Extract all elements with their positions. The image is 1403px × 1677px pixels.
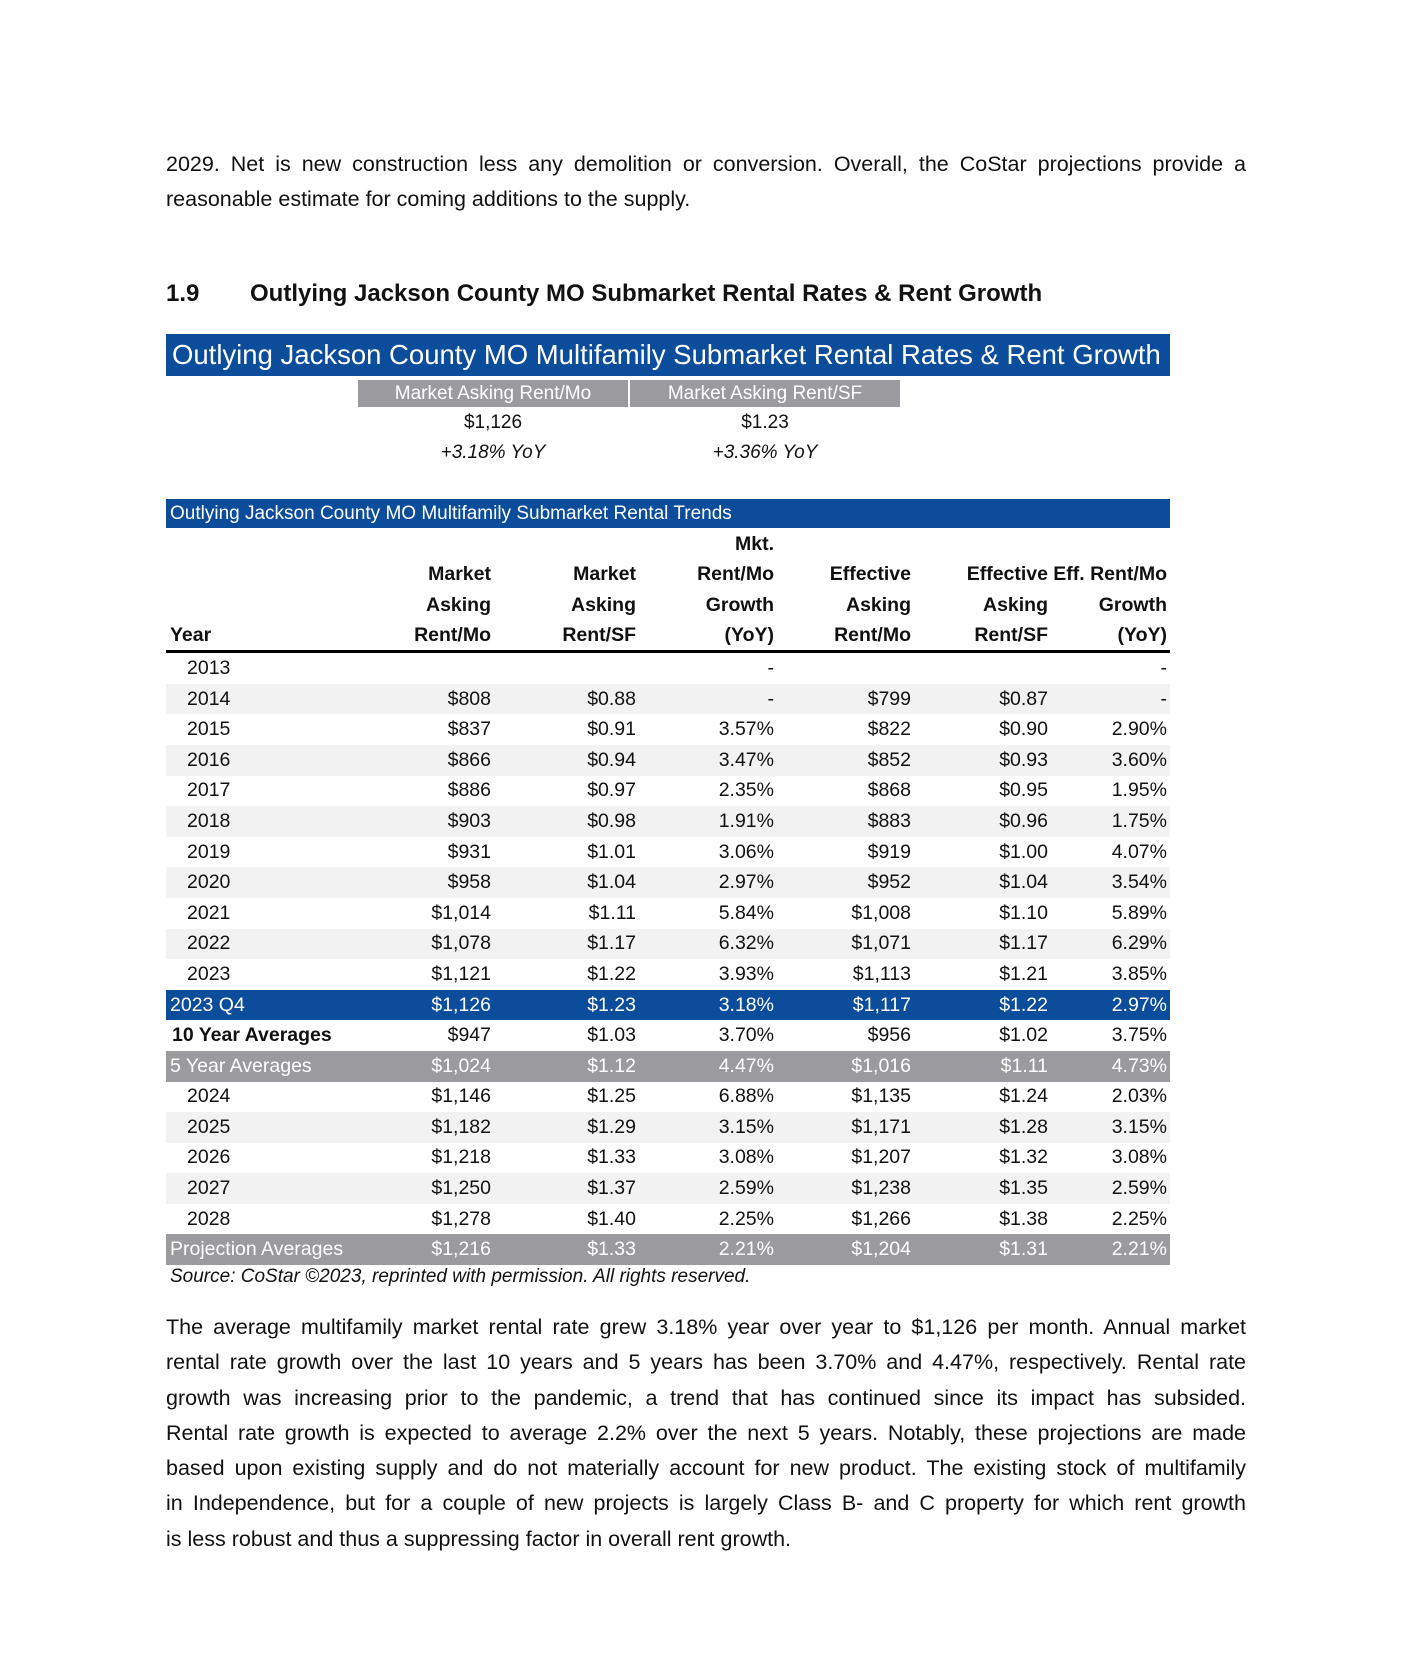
table-cell: $1.24 [999, 1085, 1048, 1108]
table-row [166, 1204, 1170, 1235]
table-cell: $1,218 [431, 1146, 491, 1169]
kpi-change: +3.36% YoY [712, 442, 818, 463]
table-cell: - [1160, 656, 1167, 679]
table-cell: 3.93% [718, 962, 774, 985]
table-row [166, 1173, 1170, 1204]
table-cell [354, 652, 494, 684]
table-cell: 2.25% [1111, 1207, 1167, 1230]
table-cell: 4.07% [1111, 840, 1167, 863]
table-row [166, 959, 1170, 990]
table-cell: $808 [354, 684, 494, 715]
analysis-paragraph [166, 1310, 1246, 1557]
column-header-line: Mkt. [735, 533, 774, 555]
table-cell: 2.59% [639, 1173, 777, 1204]
column-header-line: Year [170, 623, 212, 646]
table-cell: $868 [867, 779, 911, 802]
table-cell: $886 [447, 779, 491, 802]
table-cell: 2.90% [1111, 718, 1167, 741]
table-cell: 6.29% [1051, 929, 1170, 960]
row-label: 2028 [187, 1207, 231, 1230]
table-cell: $0.97 [587, 779, 636, 802]
table-cell: 1.75% [1051, 806, 1170, 837]
kpi-market-asking-rent-sf [630, 380, 900, 468]
table-body [166, 652, 1170, 1265]
table-cell: $1.38 [999, 1207, 1048, 1230]
table-cell: $822 [867, 718, 911, 741]
column-header-line: Eff. Rent/Mo [1053, 563, 1167, 586]
table-cell: $1.00 [999, 840, 1048, 863]
table-cell: $1,171 [777, 1112, 914, 1143]
table-cell: 3.08% [1111, 1146, 1167, 1169]
table-cell: $1.25 [587, 1085, 636, 1108]
section-number: 1.9 [166, 280, 200, 307]
row-label: 2014 [166, 684, 354, 715]
row-label: Projection Averages [166, 1234, 354, 1265]
table-row [166, 1020, 1170, 1051]
section-title: Outlying Jackson County MO Submarket Rental Rates & Rent Growth [250, 280, 1043, 307]
column-header-line: Asking [982, 593, 1048, 616]
table-row [166, 806, 1170, 837]
row-label: 2020 [166, 867, 354, 898]
column-header-line: Rent/Mo [697, 563, 774, 586]
column-header-line: Rent/SF [974, 623, 1048, 646]
intro-line: reasonable estimate for coming additions to the supply. [166, 187, 691, 212]
table-cell: $1,278 [431, 1207, 491, 1230]
table-cell: $1,071 [777, 929, 914, 960]
table-cell: 2.35% [718, 779, 774, 802]
column-header [494, 529, 639, 652]
table-cell: 2.03% [1111, 1085, 1167, 1108]
row-label: 2026 [187, 1146, 231, 1169]
table-cell: $0.87 [914, 684, 1051, 715]
table-row [166, 898, 1170, 929]
table-cell: 2.21% [1051, 1234, 1170, 1265]
column-header-line: Effective [966, 563, 1048, 586]
table-cell: $799 [777, 684, 914, 715]
table-cell: $1,266 [851, 1207, 911, 1230]
column-header [1051, 529, 1170, 652]
table-cell: $1,238 [777, 1173, 914, 1204]
table-cell: $947 [447, 1024, 491, 1047]
table-cell: 5.84% [718, 901, 774, 924]
analysis-line: based upon existing supply and do not materially account for new product. The existing stock of multifamily [166, 1456, 1246, 1481]
table-cell: $1,216 [354, 1234, 494, 1265]
table-row [166, 929, 1170, 960]
table-cell: - [639, 684, 777, 715]
column-header-line: Rent/SF [562, 623, 636, 646]
table-row [166, 745, 1170, 776]
table-cell: $1.17 [914, 929, 1051, 960]
table-cell: $1.22 [587, 962, 636, 985]
table-cell: $1,078 [354, 929, 494, 960]
table-cell: $837 [447, 718, 491, 741]
row-label: 2024 [187, 1085, 231, 1108]
table-cell: $0.95 [999, 779, 1048, 802]
table-cell: $1.28 [914, 1112, 1051, 1143]
table-cell: 2.97% [639, 867, 777, 898]
table-cell: $0.91 [587, 718, 636, 741]
table-cell: 4.47% [639, 1051, 777, 1082]
table-row [166, 990, 1170, 1021]
table-cell: 3.15% [1051, 1112, 1170, 1143]
column-header-line: Asking [570, 593, 636, 616]
table-cell: $1.04 [914, 867, 1051, 898]
table-cell: $958 [354, 867, 494, 898]
column-header-line: Asking [425, 593, 491, 616]
row-label: 2019 [187, 840, 231, 863]
analysis-line: growth was increasing prior to the pandemic, a trend that has continued since its impact has subsided. [166, 1385, 1246, 1410]
table-cell: 6.32% [639, 929, 777, 960]
table-cell: $883 [777, 806, 914, 837]
column-header [777, 529, 914, 652]
table-row [166, 837, 1170, 868]
table-cell: 3.47% [639, 745, 777, 776]
table-header-row [166, 529, 1170, 652]
table-cell: $1.22 [914, 990, 1051, 1021]
table-cell: $1.02 [999, 1024, 1048, 1047]
table-cell: 5.89% [1111, 901, 1167, 924]
rental-trends-table [166, 529, 1170, 1265]
table-cell: 3.18% [639, 990, 777, 1021]
column-header [914, 529, 1051, 652]
table-cell: $866 [354, 745, 494, 776]
table-row [166, 1082, 1170, 1113]
table-cell: $1.23 [494, 990, 639, 1021]
table-cell: $1,146 [431, 1085, 491, 1108]
kpi-value: $1,126 [463, 412, 523, 433]
table-cell: $1,024 [354, 1051, 494, 1082]
analysis-line: Rental rate growth is expected to average 2.2% over the next 5 years. Notably, these projections are made [166, 1420, 1246, 1445]
row-label: 10 Year Averages [172, 1024, 332, 1047]
trends-table-title: Outlying Jackson County MO Multifamily Submarket Rental Trends [166, 499, 1170, 528]
table-cell: $1.33 [587, 1146, 636, 1169]
table-row [166, 776, 1170, 807]
column-header [354, 529, 494, 652]
table-cell: 1.91% [639, 806, 777, 837]
table-cell: 2.25% [718, 1207, 774, 1230]
table-cell: $0.88 [494, 684, 639, 715]
table-cell: $1,121 [431, 962, 491, 985]
table-cell: $1,016 [777, 1051, 914, 1082]
intro-paragraph [166, 147, 1246, 218]
table-cell [777, 652, 914, 684]
table-row [166, 1234, 1170, 1265]
row-label: 2022 [166, 929, 354, 960]
row-label: 2018 [166, 806, 354, 837]
table-cell: - [1051, 684, 1170, 715]
row-label: 2023 Q4 [166, 990, 354, 1021]
intro-line: 2029. Net is new construction less any demolition or conversion. Overall, the CoStar projections provide a [166, 152, 1246, 176]
row-label: 2027 [166, 1173, 354, 1204]
table-cell: $1,207 [851, 1146, 911, 1169]
table-cell: $1,182 [354, 1112, 494, 1143]
column-header-line: Effective [829, 563, 911, 586]
table-banner-title: Outlying Jackson County MO Multifamily Submarket Rental Rates & Rent Growth [166, 334, 1170, 376]
table-cell: 4.73% [1051, 1051, 1170, 1082]
column-header-line: Asking [845, 593, 911, 616]
column-header-line: (YoY) [1117, 623, 1167, 646]
row-label: 2017 [187, 779, 231, 802]
table-cell: 6.88% [718, 1085, 774, 1108]
table-cell [914, 652, 1051, 684]
table-cell: $1,014 [431, 901, 491, 924]
table-row [166, 714, 1170, 745]
table-row [166, 684, 1170, 715]
table-cell: $1.31 [914, 1234, 1051, 1265]
table-cell: 3.08% [718, 1146, 774, 1169]
table-cell: 3.06% [718, 840, 774, 863]
table-cell: $1.33 [494, 1234, 639, 1265]
column-header-line: Market [428, 563, 491, 586]
table-cell: 2.97% [1051, 990, 1170, 1021]
row-label: 2013 [187, 656, 231, 679]
table-cell: 2.59% [1051, 1173, 1170, 1204]
row-label: 2016 [166, 745, 354, 776]
table-cell: $1.04 [494, 867, 639, 898]
table-cell [494, 652, 639, 684]
analysis-line: rental rate growth over the last 10 years and 5 years has been 3.70% and 4.47%, respectively. Rental rate [166, 1350, 1246, 1375]
table-cell: 3.54% [1051, 867, 1170, 898]
kpi-market-asking-rent-mo [358, 380, 628, 468]
table-cell: 3.60% [1051, 745, 1170, 776]
table-row [166, 1143, 1170, 1174]
column-header-line: Rent/Mo [834, 623, 911, 646]
table-cell: $0.90 [999, 718, 1048, 741]
table-cell: $903 [354, 806, 494, 837]
table-cell: $1,204 [777, 1234, 914, 1265]
column-header-line: Rent/Mo [414, 623, 491, 646]
table-cell: 1.95% [1111, 779, 1167, 802]
table-cell: 3.57% [718, 718, 774, 741]
table-cell: $956 [867, 1024, 911, 1047]
table-cell: $0.93 [914, 745, 1051, 776]
row-label: 2021 [187, 901, 231, 924]
row-label: 5 Year Averages [166, 1051, 354, 1082]
kpi-label: Market Asking Rent/Mo [358, 380, 628, 407]
table-cell: $1,250 [354, 1173, 494, 1204]
analysis-line: is less robust and thus a suppressing factor in overall rent growth. [166, 1526, 792, 1551]
table-cell: $1.01 [587, 840, 636, 863]
column-header [639, 529, 777, 652]
table-row [166, 1112, 1170, 1143]
table-cell: $1.11 [914, 1051, 1051, 1082]
table-cell: $1.12 [494, 1051, 639, 1082]
table-cell: $1,126 [354, 990, 494, 1021]
column-header-line: Growth [705, 593, 774, 616]
table-cell: $1,117 [777, 990, 914, 1021]
source-note: Source: CoStar ©2023, reprinted with permission. All rights reserved. [170, 1266, 751, 1287]
table-cell: $1.37 [494, 1173, 639, 1204]
section-heading [166, 280, 1042, 308]
analysis-line: The average multifamily market rental rate grew 3.18% year over year to $1,126 per month. Annual market [166, 1315, 1246, 1339]
table-cell: $1.32 [999, 1146, 1048, 1169]
table-cell: - [767, 656, 774, 679]
table-cell: $1.10 [999, 901, 1048, 924]
kpi-value: $1.23 [741, 412, 789, 433]
table-cell: 3.70% [718, 1024, 774, 1047]
table-cell: $0.94 [494, 745, 639, 776]
row-label: 2015 [187, 718, 231, 741]
table-cell: $1,135 [851, 1085, 911, 1108]
column-header-line: Growth [1098, 593, 1167, 616]
table-row [166, 867, 1170, 898]
table-cell: 3.75% [1111, 1024, 1167, 1047]
table-cell: $1.29 [494, 1112, 639, 1143]
table-cell: $0.96 [914, 806, 1051, 837]
table-cell: $1.17 [494, 929, 639, 960]
table-cell: $0.98 [494, 806, 639, 837]
table-cell: 3.15% [639, 1112, 777, 1143]
table-cell: $1.11 [588, 901, 636, 924]
kpi-label: Market Asking Rent/SF [630, 380, 900, 407]
table-cell: $1.21 [999, 962, 1048, 985]
table-row [166, 1051, 1170, 1082]
kpi-change: +3.18% YoY [440, 442, 546, 463]
column-header-line: Market [573, 563, 636, 586]
table-cell: $1,113 [852, 962, 911, 985]
table-cell: $1.35 [914, 1173, 1051, 1204]
table-cell: $1.40 [587, 1207, 636, 1230]
analysis-line: in Independence, but for a couple of new projects is largely Class B- and C property for which rent growth [166, 1491, 1246, 1516]
table-cell: $852 [777, 745, 914, 776]
table-cell: 2.21% [639, 1234, 777, 1265]
row-label: 2023 [187, 962, 231, 985]
table-cell: $931 [447, 840, 491, 863]
table-cell: $952 [777, 867, 914, 898]
row-label: 2025 [166, 1112, 354, 1143]
column-header [166, 529, 354, 652]
table-cell: 3.85% [1111, 962, 1167, 985]
table-row [166, 652, 1170, 684]
table-cell: $919 [867, 840, 911, 863]
table-cell: $1.03 [587, 1024, 636, 1047]
column-header-line: (YoY) [724, 623, 774, 646]
table-cell: $1,008 [851, 901, 911, 924]
